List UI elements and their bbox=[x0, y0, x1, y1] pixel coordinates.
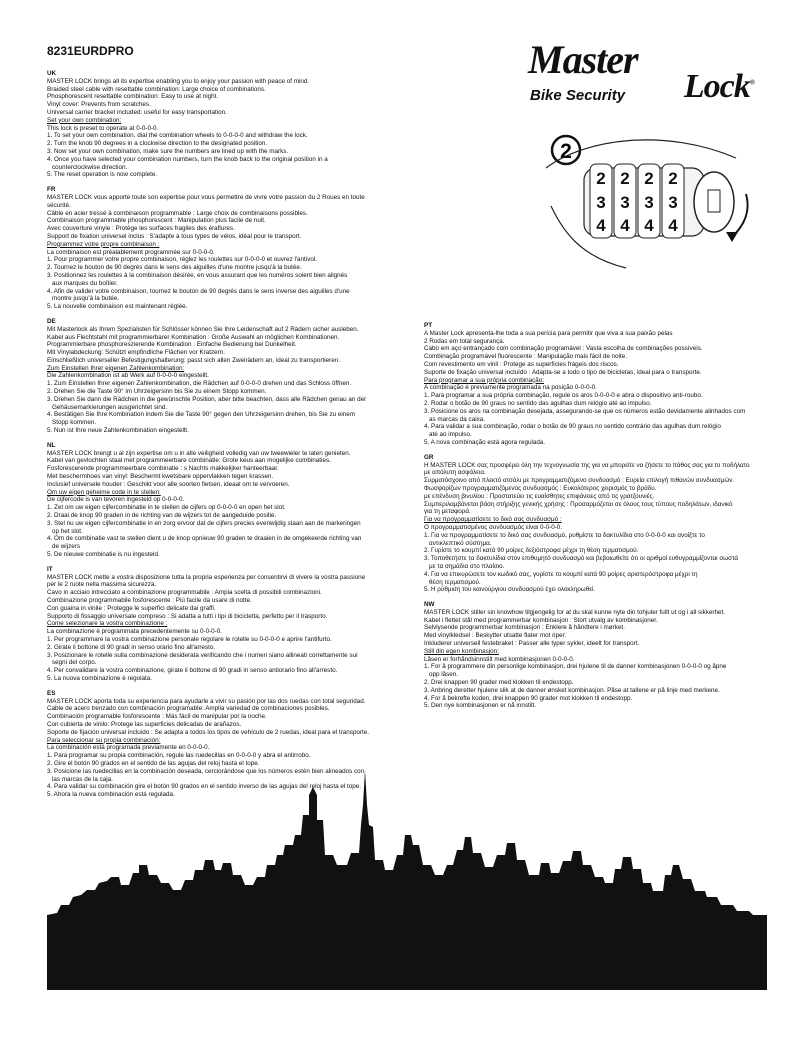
section-line: θέση τερματισμού. bbox=[429, 578, 481, 586]
section-line: Ο προγραμματισμένος συνδυασμός είναι 0-0-0-0. bbox=[424, 523, 563, 531]
svg-text:4: 4 bbox=[668, 216, 678, 235]
section-line: até ao impulso. bbox=[429, 431, 472, 439]
section-line: 1. Per programmare la vostra combinazione personale regolare le rotelle su 0-0-0-0 e aprire l'antifurto. bbox=[47, 635, 332, 643]
section-line: segni del corpo. bbox=[52, 659, 97, 667]
section-line: Combinação programável fluorescente : Manipulação mais fácil de noite. bbox=[424, 353, 628, 361]
city-skyline-silhouette bbox=[47, 765, 767, 990]
section-line: aux marques du boîtier. bbox=[52, 279, 118, 287]
section-line: Fosforescerende programmeerbare combinatie : s Nachts makkelijker hanteerbaar. bbox=[47, 465, 279, 473]
section-line: Inkluderer universell festebraket : Passer alle typer sykler, ideelt for transport. bbox=[424, 640, 640, 648]
svg-text:3: 3 bbox=[644, 193, 654, 212]
language-section-uk bbox=[47, 70, 397, 179]
svg-text:2: 2 bbox=[620, 169, 630, 188]
section-line: Para programar a sua própria combinação: bbox=[424, 376, 545, 384]
svg-text:2: 2 bbox=[644, 169, 654, 188]
section-line: 5. Den nye kombinasjonen er nå innstilt. bbox=[424, 702, 537, 710]
section-line: Braided steel cable with resettable combination: Large choice of combinations. bbox=[47, 85, 266, 93]
language-section-it bbox=[47, 566, 397, 683]
section-line: A combinação é previamente programada na posição 0-0-0-0. bbox=[424, 384, 597, 392]
svg-text:2: 2 bbox=[668, 169, 678, 188]
section-line: Programmierbare phosphoreszierende Kombination : Einfache Bedienung bei Dunkelheit. bbox=[47, 341, 297, 349]
section-line: 5. The reset operation is now complete. bbox=[47, 171, 158, 179]
section-line: MASTER LOCK vous apporte toute son expertise pour vous permettre de vivre votre passion du 2 Roues en toute bbox=[47, 193, 365, 201]
svg-text:2: 2 bbox=[596, 169, 606, 188]
section-line: 1. Zum Einstellen Ihrer eigenen Zahlenkombination, die Rädchen auf 0-0-0-0 drehen und das Schloss öffnen. bbox=[47, 380, 352, 388]
section-line: La combinazione è programmata precedentemente su 0-0-0-0. bbox=[47, 628, 223, 636]
svg-text:4: 4 bbox=[620, 216, 630, 235]
section-line: Universal carrier bracket included: useful for easy transportation. bbox=[47, 108, 227, 116]
section-line: 4. Para validar su combinación gire el botón 90 grados en el sentido inverso de las agujas del reloj hasta el tope. bbox=[47, 783, 361, 791]
section-line: Mit Vinylabdeckung: Schützt empfindliche Flächen vor Kratzern. bbox=[47, 349, 226, 357]
section-line: 3. Posizionare le rotelle sulla combinazione desiderata verificando che i numeri siano allineati correttamente sui bbox=[47, 651, 358, 659]
section-line: Programmez votre propre combinaison : bbox=[47, 240, 160, 248]
right-column bbox=[424, 322, 764, 717]
svg-text:3: 3 bbox=[596, 193, 606, 212]
section-line: Suporte de fixação universal incluído : Adapta-se a todo o tipo de bicicletas, ideal para o transporte. bbox=[424, 368, 702, 376]
section-line: 1. To set your own combination, dial the combination wheels to 0-0-0-0 and withdraw the lock. bbox=[47, 132, 308, 140]
section-line: 2. Tournez le bouton de 90 degrés dans le sens des aiguilles d'une montre jusqu'à la butée. bbox=[47, 264, 302, 272]
section-line: 4. For å bekrefte koden, drei knappen 90 grader mot klokken til endestopp. bbox=[424, 694, 633, 702]
section-heading: UK bbox=[47, 70, 57, 77]
section-heading: GR bbox=[424, 453, 434, 461]
section-line: 5. Nun ist Ihre neue Zahlenkombination eingestellt. bbox=[47, 427, 189, 435]
section-line: This lock is preset to operate at 0-0-0-0. bbox=[47, 124, 159, 132]
section-line: Combinaison programmable phosphorescent : Manipulation plus facile de nuit. bbox=[47, 217, 266, 225]
section-line: Met beschermhoes van vinyl: Beschermt kwetsbare oppervlakken tegen krassen. bbox=[47, 473, 274, 481]
section-line: La combinación está programada previamente en 0-0-0-0. bbox=[47, 744, 210, 752]
section-line: las marcas de la caja. bbox=[52, 775, 113, 783]
section-line: Med vinylkledsel : Beskytter utsatte flater mot riper. bbox=[424, 632, 567, 640]
section-line: 3. Posicione las ruedecillas en la combinación deseada, cerciorándose que los números estén bien alineados con bbox=[47, 767, 365, 775]
section-line: Set your own combination: bbox=[47, 116, 122, 124]
section-line: 2 Rodas em total segurança. bbox=[424, 337, 505, 345]
master-lock-logo bbox=[528, 37, 758, 110]
section-line: 2. Gire el botón 90 grados en el sentido de las agujas del reloj hasta el tope. bbox=[47, 759, 260, 767]
step-number: 2 bbox=[560, 140, 572, 163]
section-line: MASTER LOCK brengt u al zijn expertise om u in alle veiligheid volledig van uw tweewieler te laten genieten. bbox=[47, 449, 351, 457]
language-section-pt bbox=[424, 322, 764, 447]
section-line: Combinación programable fosforescente : Más fácil de manipular por la noche. bbox=[47, 713, 267, 721]
svg-text:3: 3 bbox=[620, 193, 630, 212]
section-line: Com revestimento em vinil : Protege as superfícies frágeis dos riscos. bbox=[424, 360, 619, 368]
section-line: 5. De nieuwe combinatie is nu ingesteld. bbox=[47, 551, 160, 559]
logo-brand-line2: Lock® bbox=[683, 68, 754, 105]
section-line: Stopp kommen. bbox=[52, 419, 97, 427]
section-line: 4. Per convalidare la vostra combinazione, girate il bottone di 90 gradi in senso antiorario fino all'arresto. bbox=[47, 667, 338, 675]
section-line: 3. Posicione os aros na combinação desejada, assegurando-se que os números estão devidamente alinhados com bbox=[424, 407, 746, 415]
section-line: Phosphorescent resettable combination: Easy to use at night. bbox=[47, 93, 219, 101]
section-line: 2. Drei knappen 90 grader med klokken til endestopp. bbox=[424, 679, 574, 687]
section-line: Cabo em aço entrançado com combinação programável : Vasta escolha de combinações possíveis. bbox=[424, 345, 703, 353]
language-section-de bbox=[47, 318, 397, 435]
section-heading: NL bbox=[47, 441, 56, 449]
section-line: MASTER LOCK stiller sin knowhow tilgjengelig for at du skal kunne nyte din tohjuler fullt ut og i all sikkerhet. bbox=[424, 608, 725, 616]
section-line: 4. Για να επικυρώσετε τον κωδικό σας, γυρίστε το κουμπί κατά 90 μοίρες αριστερόστροφα μέχρι τη bbox=[424, 570, 698, 578]
section-line: Avec couverture vinyle : Protège les surfaces fragiles des éraflures. bbox=[47, 225, 235, 233]
knob-slot bbox=[708, 190, 720, 212]
rotate-arrow-head bbox=[726, 232, 738, 242]
section-line: 2. Rodar o botão de 90 graus no sentido das agulhas dum relógio até ao impulso. bbox=[424, 399, 652, 407]
section-line: 2. Drehen Sie die Taste 90° im Uhrzeigersinn bis Sie zu einem Stopp kommen. bbox=[47, 388, 267, 396]
section-line: Vinyl cover: Prevents from scratches. bbox=[47, 101, 151, 109]
section-line: 1. Για να προγραμματίσετε το δικό σας συνδυασμό, ρυθμίστε τα δακτυλίδια στο 0-0-0-0 και ανοίξτε το bbox=[424, 531, 705, 539]
section-line: 5. Η ρύθμιση του καινούργιου συνδυασμού έχει ολοκληρωθεί. bbox=[424, 586, 596, 594]
section-heading: ES bbox=[47, 689, 56, 697]
section-line: Φωσφορίζων προγραμματιζόμενος συνδυασμός : Ευκολότερος χειρισμός το βράδυ. bbox=[424, 484, 657, 492]
section-line: Combinazione programmabile fosforescente : Più facile da usare di notte. bbox=[47, 597, 252, 604]
section-line: 2. Girate il bottone di 90 gradi in senso orario fino all'arresto. bbox=[47, 643, 216, 651]
section-heading: IT bbox=[47, 565, 53, 573]
section-line: Come selezionare la vostra combinazione : bbox=[47, 620, 168, 628]
logo-brand-line1: Master bbox=[528, 37, 638, 82]
section-line: opp låsen. bbox=[429, 671, 459, 679]
section-line: 5. A nova combinação está agora regulada. bbox=[424, 438, 546, 446]
section-line: 3. Stel nu uw eigen cijfercombinatie in en zorg ervoor dat de cijfers precies evenwijdig staan aan de markeringen bbox=[47, 519, 361, 527]
section-line: Cavo in acciaio intrecciato a combinazione programmabile : Ampia scelta di possibili combinazioni. bbox=[47, 589, 322, 597]
document-title: 8231EURDPRO bbox=[47, 44, 134, 58]
svg-text:4: 4 bbox=[644, 216, 654, 235]
section-line: Para seleccionar su propia combinación: bbox=[47, 736, 161, 744]
section-line: Inclusief universele houder : Geschikt voor alle soorten fietsen, ideaal om te vervoeren. bbox=[47, 480, 290, 488]
section-line: 3. Anbring deretter hjulene slik at de danner ønsket kombinasjon. Påse at tallene er på linje med merkene. bbox=[424, 686, 720, 694]
section-line: de wijzers bbox=[52, 543, 80, 551]
section-line: 1. Para programar su propia combinación, regule las ruedecillas en 0-0-0-0 y abra el antirrobo. bbox=[47, 752, 311, 760]
section-line: 1. Pour programmer votre propre combinaison, réglez les roulettes sur 0-0-0-0 et ouvrez l'antivol. bbox=[47, 256, 317, 264]
section-line: Soporte de fijación universal incluido : Se adapta a todos los tipos de vehículo de 2 ruedas, ideal para el transporte. bbox=[47, 728, 370, 736]
section-line: Con cubierta de vinilo: Protege las superficies delicadas de arañazos. bbox=[47, 720, 242, 728]
section-heading: DE bbox=[47, 317, 56, 325]
section-line: op het slot. bbox=[52, 527, 83, 535]
section-line: 3. Drehen Sie dann die Rädchen in die gewünschte Position, aber bitte beachten, dass alle Rädchen genau an der bbox=[47, 395, 367, 403]
section-line: Η MASTER LOCK σας προσφέρει όλη την τεχνογνωσία της για να μπορείτε να ζήσετε το πάθος σας για το ποδήλατο bbox=[424, 461, 750, 469]
section-line: Zum Einstellen Ihrer eigenen Zahlenkombination: bbox=[47, 364, 185, 372]
logo-tagline: Bike Security bbox=[530, 87, 626, 104]
section-line: Για να προγραμματίσετε το δικό σας συνδυασμό : bbox=[424, 516, 562, 524]
section-line: 5. La nuova combinazione è regolata. bbox=[47, 674, 153, 682]
section-line: Câble en acier tressé à combinaison programmable : Large choix de combinaisons possibles. bbox=[47, 209, 308, 217]
section-heading: NW bbox=[424, 601, 435, 609]
section-line: 2. Turn the knob 90 degrees in a clockwise direction to the designated position. bbox=[47, 140, 268, 148]
language-section-gr bbox=[424, 454, 764, 594]
section-line: Συρματόσχοινο από πλεκτό ατσάλι με προγραμματιζόμενο συνδυασμό : Ευρεία επιλογή πιθανών συνδυασμών. bbox=[424, 477, 735, 485]
section-line: 4. Om de combinatie vast te stellen dient u de knop opnieuw 90 graden te draaien in de omgekeerde richting van bbox=[47, 535, 362, 543]
section-line: Om uw eigen geheime code in te stellen: bbox=[47, 488, 161, 496]
section-line: αντικλεπτικό σύστημα. bbox=[429, 539, 492, 547]
section-line: sécurité. bbox=[47, 201, 71, 209]
section-line: 1. For å programmere din personlige kombinasjon, drei hjulene til de danner kombinasjonen 0-0-0-0 og åpne bbox=[424, 663, 727, 671]
left-column bbox=[47, 70, 397, 806]
section-line: Mit Masterlock als Ihrem Spezialisten für Schlösser können Sie Ihre Leidenschaft auf 2 Rädern sicher ausleben. bbox=[47, 325, 359, 333]
section-line: 5. La nouvelle combinaison est maintenant réglée. bbox=[47, 303, 188, 311]
section-line: Låsen er forhåndsinnstilt med kombinasjonen 0-0-0-0. bbox=[424, 655, 575, 663]
section-line: Die Zahlenkombination ist ab Werk auf 0-0-0-0 eingestellt. bbox=[47, 372, 209, 380]
section-line: με απόλυτη ασφάλεια. bbox=[424, 469, 486, 477]
section-line: montre jusqu'à la butée. bbox=[52, 295, 120, 303]
section-heading: FR bbox=[47, 186, 56, 194]
section-line: 1. Para programar a sua própria combinação, regule os aros 0-0-0-0 e abra o dispositivo anti-roubo. bbox=[424, 392, 703, 400]
section-line: A Master Lock apresenta-lhe toda a sua perícia para permitir que viva a sua paixão pelas bbox=[424, 329, 673, 337]
section-heading: PT bbox=[424, 322, 433, 329]
section-line: Kabel van gevlochten staal met programmeerbare combinatie: Grote keus aan mogelijke combinaties. bbox=[47, 457, 331, 465]
svg-text:3: 3 bbox=[668, 193, 678, 212]
section-line: 4. Afin de valider votre combinaison, tournez le bouton de 90 degrés dans le sens inverse des aiguilles d'une bbox=[47, 287, 350, 295]
section-line: La combinaison est préalablement programmée sur 0-0-0-0. bbox=[47, 248, 215, 256]
section-line: με επένδυση βινυλίου : Προστατεύει τις ευαίσθητες επιφάνειες από τις γρατζουνιές. bbox=[424, 492, 655, 500]
section-line: Con guaina in vinile : Protegge le superfici delicate dai graffi. bbox=[47, 604, 216, 612]
section-line: 3. Positionnez les roulettes à la combinaison désirée, en vous assurant que les numéros soient bien alignés bbox=[47, 271, 348, 279]
section-line: Still din egen kombinasjon: bbox=[424, 647, 499, 655]
section-line: MASTER LOCK brings all its expertise enabling you to enjoy your passion with peace of mind. bbox=[47, 77, 310, 85]
section-line: Selvlysende programmerbar kombinasjon : Enklere å håndtere i mørket. bbox=[424, 624, 625, 632]
section-line: per le 2 ruote nella massima sicurezza. bbox=[47, 581, 157, 589]
section-line: 3. Τοποθετήστε τα δακτυλίδια στον επιθυμητό συνδυασμό και βεβαιωθείτε ότι οι αριθμοί ευθυγραμμίζονται σωστά bbox=[424, 555, 739, 563]
section-line: MASTER LOCK aporta toda su experiencia para ayudarle a vivir su pasión por las dos ruedas con total seguridad. bbox=[47, 697, 366, 705]
language-section-nw bbox=[424, 601, 764, 710]
section-line: Kabel aus Flechtstahl mit programmierbarer Kombination : Große Auswahl an möglichen Kombinationen. bbox=[47, 333, 340, 341]
language-section-nl bbox=[47, 442, 397, 559]
section-line: 2. Γυρίστε το κουμπί κατά 90 μοίρες δεξιόστροφα μέχρι τη θέση τερματισμού. bbox=[424, 547, 639, 555]
section-line: Support de fixation universel inclus : S'adapte à tous types de vélos, idéal pour le transport. bbox=[47, 232, 302, 240]
section-line: Cable de acero trenzado con combinación programable: Amplia variedad de combinaciones posibles. bbox=[47, 705, 330, 713]
section-line: Einschließlich universeller Befestigungshalterung: passt sich allen Zweirädern an, ideal zu transportieren. bbox=[47, 356, 340, 364]
section-line: Gehäusemarkierungen ausgerichtet sind. bbox=[52, 403, 168, 411]
section-line: as marcas da caixa. bbox=[429, 415, 485, 423]
section-line: 2. Draai de knop 90 graden in de richting van de wijzers tot de aangeduide positie. bbox=[47, 512, 277, 520]
section-line: 4. Once you have selected your combination numbers, turn the knob back to the original position in a bbox=[47, 155, 328, 163]
svg-text:4: 4 bbox=[596, 216, 606, 235]
lock-illustration bbox=[546, 128, 768, 280]
section-line: 1. Zet om uw eigen cijfercombinatie in te stellen de cijfers op 0-0-0-0 en open het slot. bbox=[47, 504, 286, 512]
section-line: 4. Bestätigen Sie Ihre Kombination indem Sie die Taste 90° gegen den Uhrzeigersinn drehen, bis Sie zu einem bbox=[47, 411, 355, 419]
language-section-fr bbox=[47, 186, 397, 311]
section-line: MASTER LOCK mette a vostra disposizione tutta la propria esperienza per consentirvi di vivere la vostra passione bbox=[47, 573, 366, 581]
section-line: 5. Ahora la nueva combinación está regulada. bbox=[47, 791, 175, 799]
section-line: 4. Para validar a sua combinação, rodar o botão de 90 graus no sentido contrário das agulhas dum relógio bbox=[424, 423, 721, 431]
section-line: με τα σημάδια στο πλαίσιο. bbox=[429, 562, 505, 570]
section-line: Supporto di fissaggio universale compreso : Si adatta a tutti i tipi di bicicletta, perfetto per il trasporto. bbox=[47, 612, 328, 620]
section-line: 3. Now set your own combination, make sure the numbers are lined up with the marks. bbox=[47, 147, 289, 155]
section-line: για τη μεταφορά. bbox=[424, 508, 471, 516]
section-line: Kabel i flettet stål med programmerbar kombinasjon : Stort utvalg av kombinasjoner. bbox=[424, 616, 658, 624]
section-line: counterclockwise direction. bbox=[52, 163, 128, 171]
section-line: Συμπεριλαμβάνεται βάση στήριξης γενικής χρήσης : Προσαρμόζεται σε όλους τους τύπους ποδηλάτων, ιδανικό bbox=[424, 500, 733, 508]
section-line: De cijfercode is van tevoren ingesteld op 0-0-0-0. bbox=[47, 496, 185, 504]
